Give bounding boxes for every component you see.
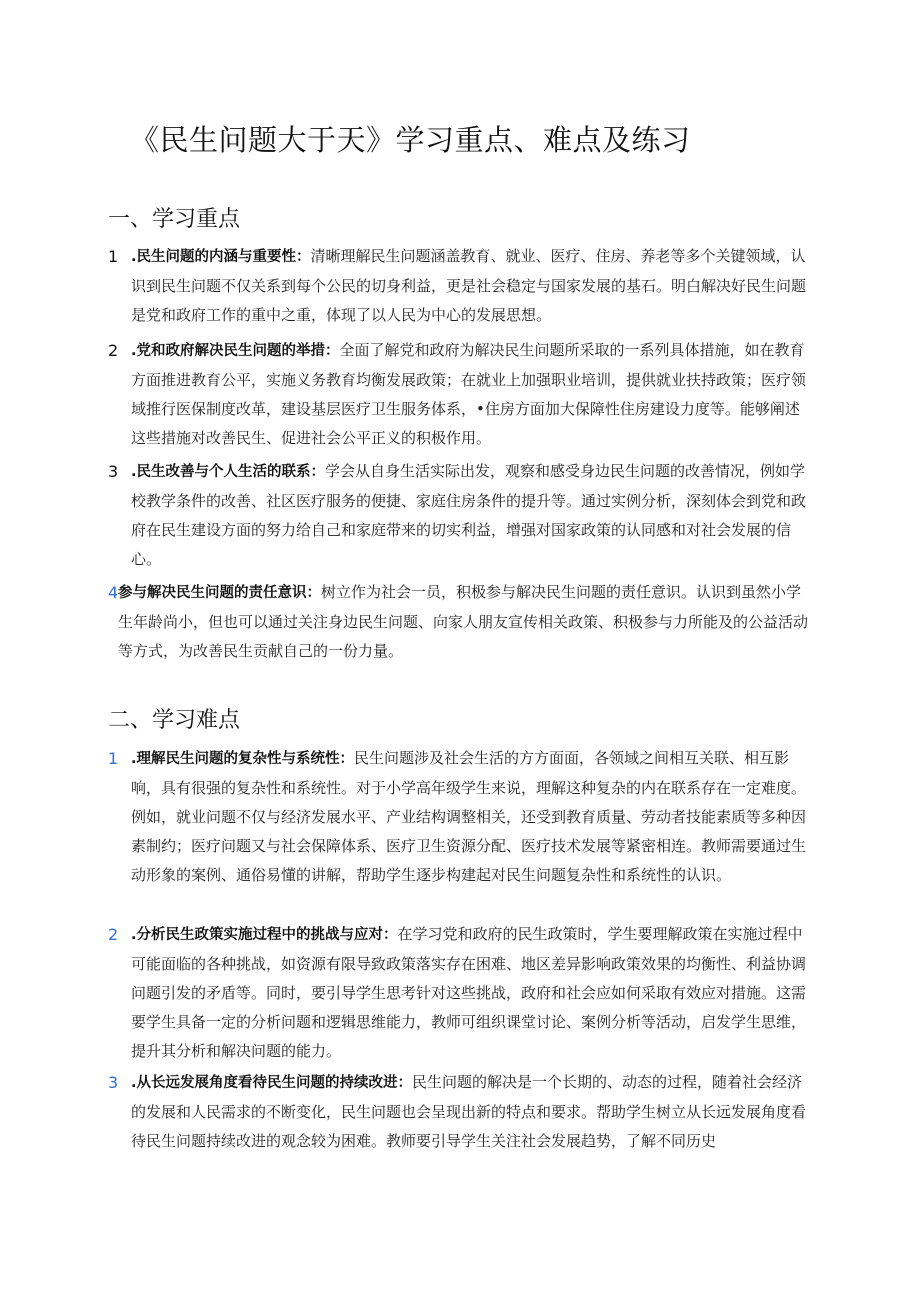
item-number: 2 [108, 925, 119, 944]
item-term: .理解民生问题的复杂性与系统性： [131, 751, 355, 767]
item-term: .民生改善与个人生活的联系： [131, 464, 326, 480]
item-text [131, 242, 808, 330]
difficulty-item [108, 744, 808, 890]
item-term: .从长远发展角度看待民生问题的持续改进： [131, 1075, 413, 1091]
item-number: 1 [108, 749, 119, 768]
item-number: 4 [108, 583, 119, 602]
item-text [131, 457, 808, 574]
item-number: 2 [108, 341, 119, 360]
key-point-item [108, 578, 808, 666]
item-number: 3 [108, 1073, 119, 1092]
key-point-item [108, 242, 808, 330]
item-number: 1 [108, 247, 119, 266]
item-term: 参与解决民生问题的责任意识： [118, 585, 321, 601]
item-text [131, 336, 808, 453]
difficulty-item [108, 920, 808, 1066]
item-text [131, 920, 808, 1066]
item-body: 民生问题的解决是一个长期的、动态的过程，随着社会经济的发展和人民需求的不断变化，民生问题也会呈现出新的特点和要求。帮助学生树立从长远发展角度看待民生问题持续改进的观念较为困难。教师要引导学生关注社会发展趋势，了解不同历史 [131, 1073, 807, 1150]
key-point-item [108, 336, 808, 453]
item-body: 学会从自身生活实际出发，观察和感受身边民生问题的改善情况，例如学校教学条件的改善、社区医疗服务的便捷、家庭住房条件的提升等。通过实例分析，深刻体会到党和政府在民生建设方面的努力给自己和家庭带来的切实利益，增强对国家政策的认同感和对社会发展的信心。 [131, 462, 807, 568]
difficulty-item [108, 1068, 808, 1156]
item-body: 清晰理解民生问题涵盖教育、就业、医疗、住房、养老等多个关键领域，认识到民生问题不仅关系到每个公民的切身利益，更是社会稳定与国家发展的基石。明白解决好民生问题是党和政府工作的重中之重，体现了以人民为中心的发展思想。 [131, 247, 807, 324]
item-term: .民生问题的内涵与重要性： [131, 249, 311, 265]
item-body: 全面了解党和政府为解决民生问题所采取的一系列具体措施，如在教育方面推进教育公平，实施义务教育均衡发展政策；在就业上加强职业培训，提供就业扶持政策；医疗领域推行医保制度改革，建设基层医疗卫生服务体系，•住房方面加大保障性住房建设力度等。能够阐述这些措施对改善民生、促进社会公平正义的积极作用。 [131, 341, 807, 447]
document-title: 《民生问题大于天》学习重点、难点及练习 [130, 123, 691, 157]
item-term: .分析民生政策实施过程中的挑战与应对： [131, 927, 398, 943]
item-number: 3 [108, 462, 119, 481]
item-body: 树立作为社会一员，积极参与解决民生问题的责任意识。认识到虽然小学生年龄尚小，但也可以通过关注身边民生问题、向家人朋友宣传相关政策、积极参与力所能及的公益活动等方式，为改善民生贡献自己的一份力量。 [118, 583, 809, 660]
section-heading-key-points: 一、学习重点 [108, 207, 241, 232]
item-text [131, 1068, 808, 1156]
item-term: .党和政府解决民生问题的举措： [131, 343, 340, 359]
item-text [131, 744, 808, 890]
key-point-item [108, 457, 808, 574]
item-text [118, 578, 808, 666]
item-body: 民生问题涉及社会生活的方方面面，各领域之间相互关联、相互影响，具有很强的复杂性和系统性。对于小学高年级学生来说，理解这种复杂的内在联系存在一定难度。例如，就业问题不仅与经济发展水平、产业结构调整相关，还受到教育质量、劳动者技能素质等多种因素制约；医疗问题又与社会保障体系、医疗卫生资源分配、医疗技术发展等紧密相连。教师需要通过生动形象的案例、通俗易懂的讲解，帮助学生逐步构建起对民生问题复杂性和系统性的认识。 [131, 749, 807, 884]
item-body: 在学习党和政府的民生政策时，学生要理解政策在实施过程中可能面临的各种挑战，如资源有限导致政策落实存在困难、地区差异影响政策效果的均衡性、利益协调问题引发的矛盾等。同时，要引导学生思考针对这些挑战，政府和社会应如何采取有效应对措施。这需要学生具备一定的分析问题和逻辑思维能力，教师可组织课堂讨论、案例分析等活动，启发学生思维，提升其分析和解决问题的能力。 [131, 925, 807, 1060]
section-heading-difficulties: 二、学习难点 [108, 708, 241, 733]
